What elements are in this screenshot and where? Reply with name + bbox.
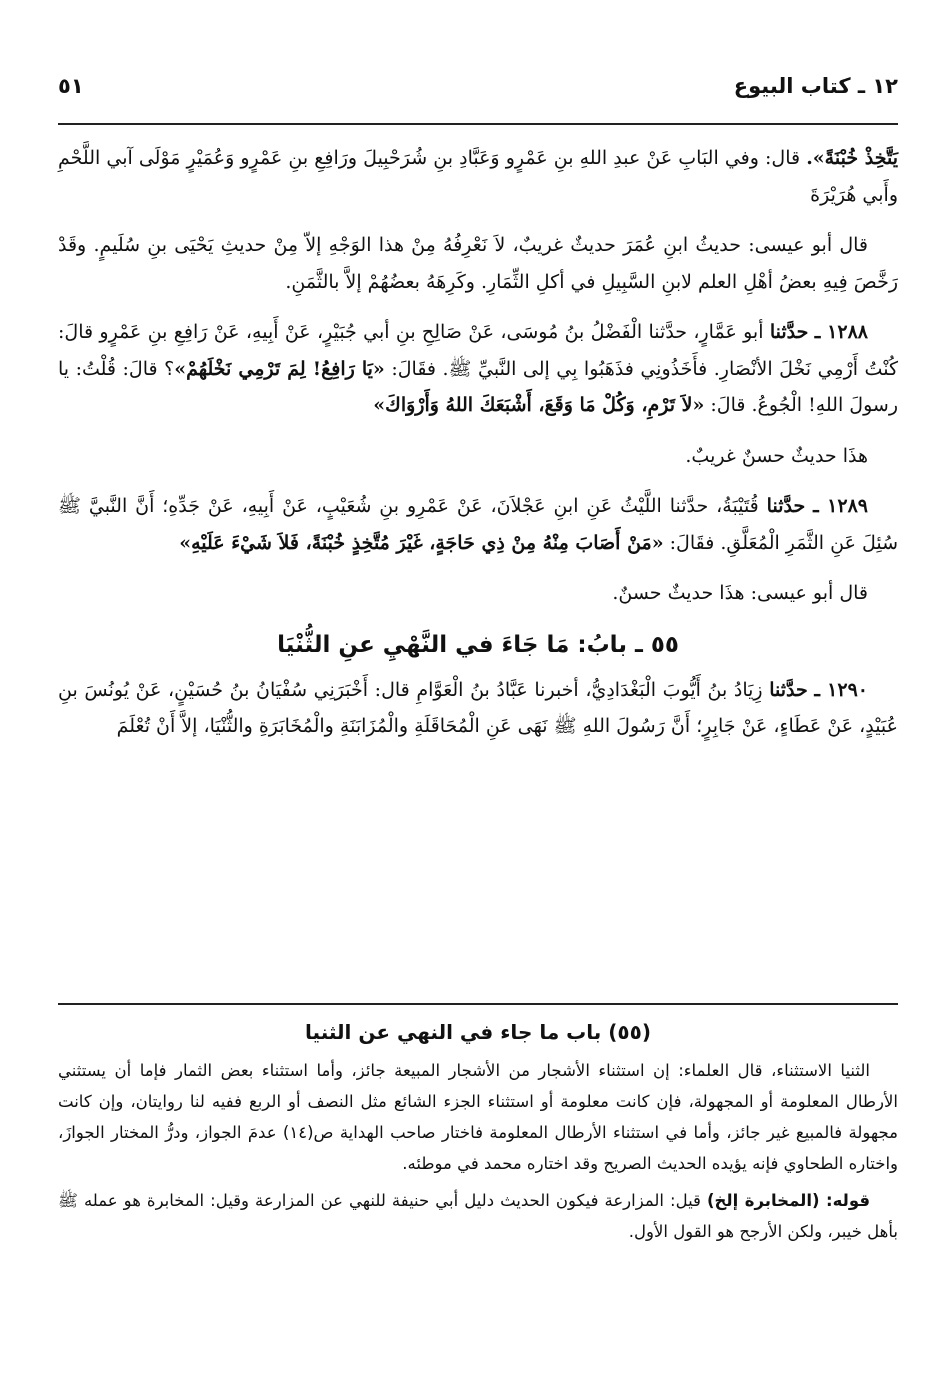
- paragraph-continuation: [58, 140, 898, 213]
- footnote-rule: [58, 1003, 898, 1005]
- page-header: [58, 74, 898, 114]
- haddathana: حدَّثنا: [769, 678, 808, 701]
- paragraph-commentary: [58, 227, 898, 300]
- hadith-1289: [58, 488, 898, 561]
- hadith-text: أبو عَمَّارٍ، حدَّثنا الْفَضْلُ بنُ مُوسَى، عَنْ صَالِحِ بنِ أبي جُبَيْرٍ، عَنْ أَبِيهِ، عَنْ رَافِعِ بنِ عَمْرٍو قالَ: كُنْتُ أَرْمِي نَخْلَ الأنْصَارِ. فأَخَذُونِي فذَهَبُوا بِي إلى النَّبيِّ ﷺ. فقَالَ:: [58, 321, 898, 380]
- note-paragraph: [58, 1185, 898, 1247]
- hadith-number: ١٢٨٩ ـ: [813, 495, 868, 517]
- note-paragraph: الثنيا الاستثناء، قال العلماء: إن استثناء الأشجار من الأشجار المبيعة جائز، وأما استثناء بعض الثمار فإما أن يستثني الأرطال المعلومة أو المجهولة، فإن كانت معلومة أو استثناء الجزء الشائع مثل النصف أو الربع ففيه لنا روايتان، وإن كانت مجهولة فالمبيع غير جائز، وأما في استثناء الأرطال المعلومة فاختار صاحب الهداية ص(١٤) عدمَ الجواز، ودرُّ المختار الجوازَ، واختاره الطحاوي فإنه يؤيده الحديث الصريح وقد اختاره محمد في موطئه.: [58, 1061, 898, 1173]
- hadith-grade: قال أبو عيسى: هذَا حديثٌ حسنٌ.: [612, 582, 868, 604]
- notes-title: (٥٥) باب ما جاء في النهي عن الثنيا: [305, 1020, 651, 1044]
- hadith-text: زِيَادُ بنُ أَيُّوبَ الْبَغْدَادِيُّ، أخبرنا عَبَّادُ بنُ الْعَوَّامِ قال: أَخْبَرَنِي سُفْيَانُ بنُ حُسَيْنٍ، عَنْ يُونُسَ بنِ عُبَيْدٍ، عَنْ عَطَاءٍ، عَنْ جَابِرٍ؛ أَنَّ رَسُولَ اللهِ ﷺ نَهَى عَنِ الْمُحَاقَلَةِ والْمُزَابَنَةِ والْمُخَابَرَةِ والثُّنْيَا، إلاَّ أَنْ تُعْلَمَ: [58, 678, 898, 737]
- page: [58, 0, 898, 1384]
- paragraph-text: قال: وفي البَابِ عَنْ عبدِ اللهِ بنِ عَمْرٍو وَعَبَّادِ بنِ شُرَحْبِيلَ ورَافِعِ بنِ عَمْرٍو وَعُمَيْرٍ مَوْلَى آبي اللَّحْمِ وأَبي هُرَيْرَةَ: [58, 147, 898, 206]
- note-lead: قوله: (المخابرة إلخ): [706, 1191, 870, 1210]
- haddathana: حدَّثنا: [766, 495, 806, 517]
- chapter-title: ٥٥ ـ بابُ: مَا جَاءَ في النَّهْيِ عنِ الثُّنْيَا: [277, 631, 679, 658]
- commentary-notes: [58, 1015, 898, 1253]
- hadith-quote: «لاَ تَرْمِ، وَكُلْ مَا وَقَعَ، أَشْبَعَكَ اللهُ وَأَرْوَاكَ»: [373, 394, 705, 416]
- hadith-1288: [58, 314, 898, 424]
- page-number: ٥١: [58, 74, 84, 98]
- note-text: قيل: المزارعة فيكون الحديث دليل أبي حنيفة للنهي عن المزارعة وقيل: المخابرة هو عمله ﷺ بأهل خيبر، ولكن الأرجح هو القول الأول.: [58, 1191, 898, 1241]
- hadith-quote: «يَا رَافِعُ! لِمَ تَرْمِي نَخْلَهُمْ»: [174, 357, 385, 380]
- main-text: [58, 140, 898, 759]
- hadith-1290: [58, 672, 898, 745]
- hadith-text: قُتَيْبَةُ، حدَّثنا اللَّيْثُ عَنِ ابنِ عَجْلاَنَ، عَنْ عَمْرِو بنِ شُعَيْبٍ، عَنْ أَبِيهِ، عَنْ جَدِّهِ؛ أَنَّ النَّبيَّ ﷺ سُئِلَ عَنِ الثَّمَرِ الْمُعَلَّقِ. فقَالَ:: [58, 495, 898, 554]
- bold-lead: يَتَّخِذْ خُبْنَةً».: [806, 147, 898, 169]
- hadith-grade: هذَا حديثٌ حسنٌ غريبٌ.: [685, 444, 868, 467]
- hadith-number: ١٢٩٠ ـ: [814, 678, 868, 701]
- paragraph-text: قال أبو عيسى: حديثُ ابنِ عُمَرَ حديثٌ غريبٌ، لاَ نَعْرِفُهُ مِنْ هذا الوَجْهِ إلاّ مِنْ حديثِ يَحْيَى بنِ سُلَيمٍ. وقَدْ رَخَّصَ فِيهِ بعضُ أهْلِ العلم لابنِ السَّبِيلِ في أكلِ الثِّمَارِ. وكَرِهَهُ بعضُهُمْ إلاَّ بالثَّمَنِ.: [58, 234, 898, 293]
- hadith-quote: «مَنْ أَصَابَ مِنْهُ مِنْ ذِي حَاجَةٍ، غَيْرَ مُتَّخِذٍ خُبْنَةً، فَلاَ شَيْءَ عَلَيْهِ»: [179, 531, 664, 554]
- header-rule: [58, 123, 898, 125]
- hadith-number: ١٢٨٨ ـ: [814, 321, 868, 343]
- chapter-heading: ١٢ ـ كتاب البيوع: [733, 74, 898, 98]
- hadith-text: ؟ قالَ: قُلْتُ: يا رسولَ اللهِ! الْجُوعُ. قالَ:: [58, 357, 898, 416]
- haddathana: حدَّثنا: [769, 321, 809, 343]
